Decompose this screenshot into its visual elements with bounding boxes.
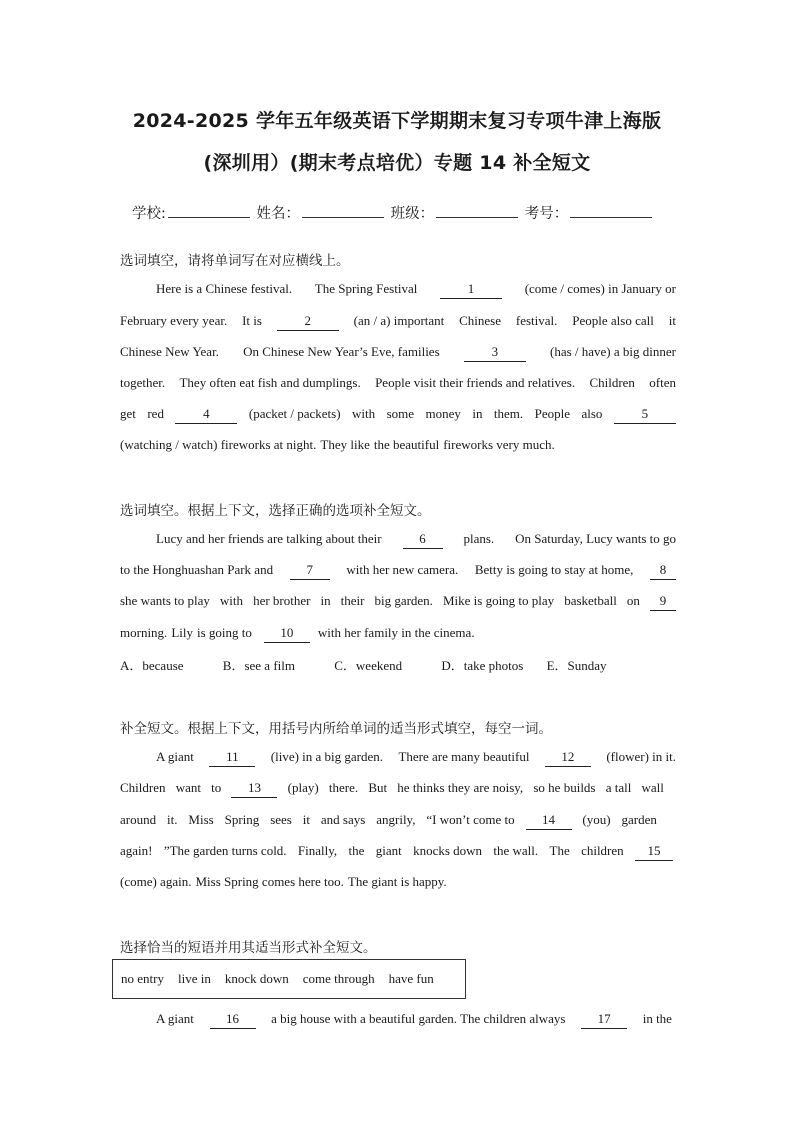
blank-8[interactable]: 8 bbox=[650, 562, 676, 580]
text: It is bbox=[242, 313, 262, 328]
text: Lucy and her friends are talking about their bbox=[156, 531, 382, 546]
text: some bbox=[386, 406, 415, 421]
name-label: 姓名： bbox=[256, 206, 300, 222]
s1-line6 bbox=[120, 437, 676, 453]
text: (play) bbox=[287, 780, 319, 795]
blank-3[interactable]: 3 bbox=[464, 344, 526, 362]
text: (come) again. bbox=[120, 874, 192, 889]
text: There are many beautiful bbox=[398, 749, 530, 764]
number-label: 考号： bbox=[524, 206, 569, 222]
text: their bbox=[340, 593, 365, 608]
text: “I won’t come to bbox=[426, 812, 515, 827]
text: Lily bbox=[171, 625, 193, 640]
blank-6[interactable]: 6 bbox=[403, 531, 443, 549]
s2-line3 bbox=[120, 593, 676, 611]
text: sees bbox=[270, 812, 292, 827]
s3-line5 bbox=[120, 874, 676, 890]
text: They often eat fish and dumplings. bbox=[179, 375, 361, 390]
text: The bbox=[549, 843, 570, 858]
text: and says bbox=[320, 812, 366, 827]
text: to the Honghuashan Park and bbox=[120, 562, 274, 577]
text: Miss Spring comes here too. bbox=[195, 874, 344, 889]
phrase-3: knock down bbox=[224, 971, 289, 986]
text: plans. bbox=[463, 531, 495, 546]
s4-line1 bbox=[156, 1011, 672, 1029]
blank-7[interactable]: 7 bbox=[290, 562, 330, 580]
phrase-4: come through bbox=[302, 971, 375, 986]
text: them. bbox=[493, 406, 524, 421]
text: also bbox=[581, 406, 603, 421]
text: ”The garden turns cold. bbox=[163, 843, 287, 858]
class-label: 班级： bbox=[390, 206, 435, 222]
s2-line2 bbox=[120, 562, 676, 580]
s3-line1 bbox=[156, 749, 676, 767]
text: (an / a) important bbox=[353, 313, 445, 328]
text: Chinese New Year. bbox=[120, 344, 219, 359]
text: (watching / watch) fireworks at night. bbox=[120, 437, 317, 452]
text: People visit their friends and relatives. bbox=[375, 375, 576, 390]
text: it. bbox=[167, 812, 178, 827]
text: wall bbox=[641, 780, 664, 795]
phrase-1: no entry bbox=[121, 971, 164, 986]
text: Here is a Chinese festival. bbox=[156, 281, 293, 296]
s2-line4 bbox=[120, 625, 676, 643]
text: with her new camera. bbox=[346, 562, 459, 577]
name-field[interactable] bbox=[302, 203, 384, 218]
student-info-row bbox=[132, 202, 654, 223]
s1-line2 bbox=[120, 313, 676, 331]
text: with bbox=[219, 593, 244, 608]
blank-10[interactable]: 10 bbox=[264, 625, 310, 643]
text: with bbox=[352, 406, 376, 421]
text: The giant is happy. bbox=[347, 874, 447, 889]
school-label: 学校: bbox=[132, 206, 166, 222]
text: there. bbox=[328, 780, 359, 795]
option-c[interactable]: C．weekend bbox=[334, 658, 403, 673]
text: together. bbox=[120, 375, 166, 390]
blank-16[interactable]: 16 bbox=[210, 1011, 256, 1029]
class-field[interactable] bbox=[436, 203, 518, 218]
section1-heading: 选词填空，请将单词写在对应横线上。 bbox=[120, 253, 350, 269]
s3-line4 bbox=[120, 843, 673, 861]
text: big garden. bbox=[374, 593, 433, 608]
text: so he builds bbox=[533, 780, 596, 795]
text: on bbox=[626, 593, 640, 608]
text: red bbox=[147, 406, 164, 421]
text: is going to bbox=[196, 625, 252, 640]
text: But bbox=[368, 780, 388, 795]
blank-4[interactable]: 4 bbox=[175, 406, 237, 424]
text: Finally, bbox=[297, 843, 338, 858]
text: a tall bbox=[605, 780, 632, 795]
text: in the bbox=[642, 1011, 672, 1026]
option-a[interactable]: A．because bbox=[120, 658, 184, 673]
text: Children bbox=[120, 780, 166, 795]
school-field[interactable] bbox=[168, 203, 250, 218]
text: children bbox=[581, 843, 624, 858]
text: a big house with a beautiful garden. The children always bbox=[271, 1011, 566, 1026]
text: On Chinese New Year’s Eve, families bbox=[243, 344, 440, 359]
text: fireworks very much. bbox=[443, 437, 555, 452]
text: angrily, bbox=[376, 812, 416, 827]
text: morning. bbox=[120, 625, 168, 640]
text: garden bbox=[621, 812, 657, 827]
text: get bbox=[120, 406, 136, 421]
text: People bbox=[534, 406, 570, 421]
text: around bbox=[120, 812, 157, 827]
s3-line2 bbox=[120, 780, 664, 798]
page-title-line1: 2024-2025 学年五年级英语下学期期末复习专项牛津上海版 bbox=[132, 110, 662, 132]
section4-heading: 选择恰当的短语并用其适当形式补全短文。 bbox=[120, 940, 377, 956]
text: her brother bbox=[253, 593, 311, 608]
text: in bbox=[320, 593, 331, 608]
blank-9[interactable]: 9 bbox=[650, 593, 676, 611]
text: often bbox=[649, 375, 676, 390]
text: They like bbox=[320, 437, 370, 452]
blank-12[interactable]: 12 bbox=[545, 749, 591, 767]
text: A giant bbox=[156, 749, 194, 764]
blank-11[interactable]: 11 bbox=[209, 749, 255, 767]
text: want bbox=[175, 780, 201, 795]
number-field[interactable] bbox=[570, 203, 652, 218]
text: People also call bbox=[572, 313, 654, 328]
text: it bbox=[668, 313, 676, 328]
blank-13[interactable]: 13 bbox=[231, 780, 277, 798]
s1-line1 bbox=[156, 281, 676, 299]
text: she wants to play bbox=[120, 593, 210, 608]
page-title-line2: (深圳用）(期末考点培优）专题 14 补全短文 bbox=[203, 152, 591, 174]
text: money bbox=[425, 406, 461, 421]
text: Children bbox=[589, 375, 635, 390]
section2-options bbox=[120, 655, 643, 674]
text: the beautiful bbox=[373, 437, 440, 452]
text: On Saturday, Lucy wants to go bbox=[515, 531, 676, 546]
s2-line1 bbox=[156, 531, 676, 549]
text: the wall. bbox=[493, 843, 539, 858]
section3-heading: 补全短文。根据上下文，用括号内所给单词的适当形式填空，每空一词。 bbox=[120, 721, 552, 737]
text: the bbox=[348, 843, 365, 858]
option-d[interactable]: D．take photos bbox=[441, 658, 524, 673]
s1-line3 bbox=[120, 344, 676, 362]
text: (has / have) a big dinner bbox=[549, 344, 676, 359]
text: festival. bbox=[515, 313, 558, 328]
text: A giant bbox=[156, 1011, 194, 1026]
text: Mike is going to play bbox=[442, 593, 555, 608]
text: February every year. bbox=[120, 313, 228, 328]
option-b[interactable]: B．see a film bbox=[222, 658, 295, 673]
blank-17[interactable]: 17 bbox=[581, 1011, 627, 1029]
text: in bbox=[472, 406, 483, 421]
text: (flower) in it. bbox=[606, 749, 676, 764]
text: basketball bbox=[564, 593, 617, 608]
s3-line3 bbox=[120, 812, 657, 830]
blank-14[interactable]: 14 bbox=[526, 812, 572, 830]
phrase-box bbox=[112, 959, 466, 999]
blank-2[interactable]: 2 bbox=[277, 313, 339, 331]
text: to bbox=[211, 780, 222, 795]
section2-heading: 选词填空。根据上下文，选择正确的选项补全短文。 bbox=[120, 503, 431, 519]
text: Miss bbox=[188, 812, 214, 827]
phrase-2: live in bbox=[177, 971, 211, 986]
text: (you) bbox=[582, 812, 611, 827]
text: Chinese bbox=[459, 313, 502, 328]
s1-line4 bbox=[120, 375, 676, 391]
text: (come / comes) in January or bbox=[524, 281, 676, 296]
phrase-5: have fun bbox=[388, 971, 434, 986]
s1-line5 bbox=[120, 406, 676, 424]
blank-15[interactable]: 15 bbox=[635, 843, 673, 861]
text: again! bbox=[120, 843, 153, 858]
blank-5[interactable]: 5 bbox=[614, 406, 676, 424]
option-e[interactable]: E．Sunday bbox=[546, 658, 607, 673]
text: it bbox=[302, 812, 310, 827]
text: (packet / packets) bbox=[248, 406, 341, 421]
text: giant bbox=[375, 843, 402, 858]
text: with her family in the cinema. bbox=[317, 625, 475, 640]
text: knocks down bbox=[413, 843, 483, 858]
text: he thinks they are noisy, bbox=[397, 780, 524, 795]
text: (live) in a big garden. bbox=[270, 749, 384, 764]
blank-1[interactable]: 1 bbox=[440, 281, 502, 299]
text: Spring bbox=[224, 812, 260, 827]
text: Betty is going to stay at home, bbox=[474, 562, 634, 577]
text: The Spring Festival bbox=[314, 281, 418, 296]
